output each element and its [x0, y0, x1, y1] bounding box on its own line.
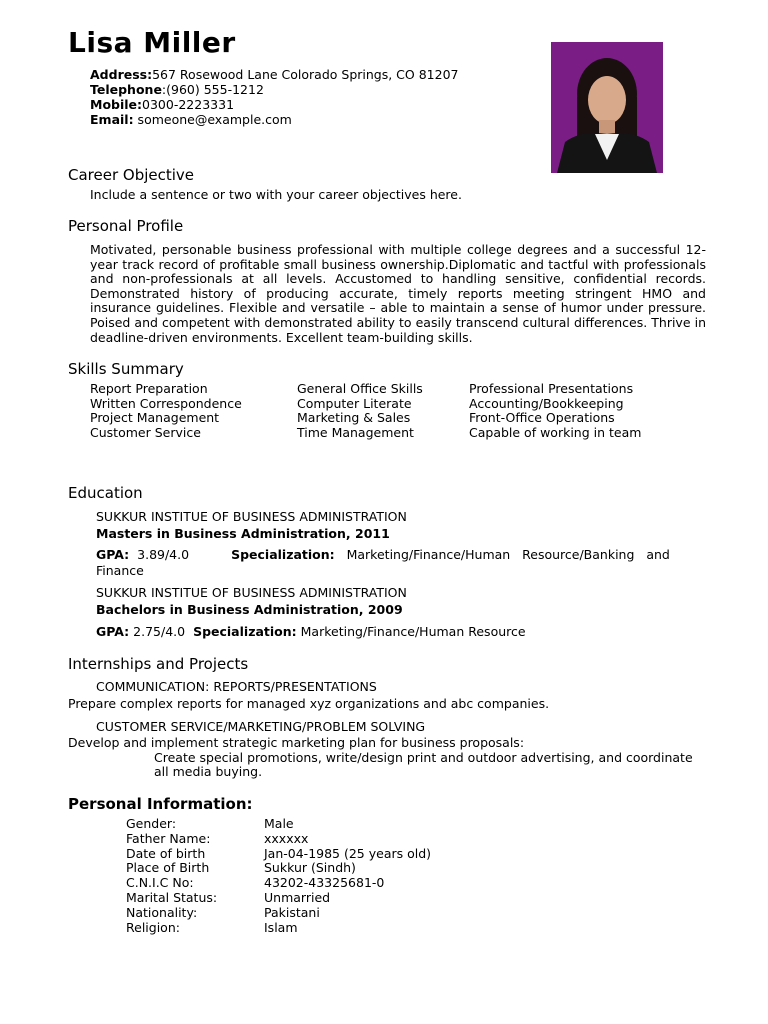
skill-item: Accounting/Bookkeeping [469, 395, 624, 411]
address-line: Address:567 Rosewood Lane Colorado Springs, CO 81207 [90, 67, 459, 82]
education-degree: Bachelors in Business Administration, 2009 [96, 602, 403, 617]
personal-info-label: Gender: [126, 816, 177, 831]
personal-info-row [126, 861, 431, 876]
education-gpa-line: GPA: 2.75/4.0 Specialization: Marketing/Finance/Human Resource [96, 624, 526, 639]
education-institute: SUKKUR INSTITUE OF BUSINESS ADMINISTRATION [96, 509, 407, 524]
education-gpa-line: GPA: 3.89/4.0 Specialization: Marketing/Finance/Human Resource/Banking and [96, 547, 670, 562]
skill-item: Capable of working in team [469, 424, 642, 440]
personal-info-row [126, 891, 431, 906]
skill-item: Computer Literate [297, 395, 412, 411]
personal-info-row [126, 906, 431, 921]
personal-information-table [126, 817, 431, 935]
education-heading: Education [68, 484, 143, 502]
personal-info-value: Islam [264, 919, 298, 935]
personal-info-value: Unmarried [264, 889, 331, 905]
skills-row [90, 411, 641, 426]
personal-info-value: Male [264, 816, 294, 831]
skill-item: Marketing & Sales [297, 410, 411, 426]
personal-info-row [126, 921, 431, 936]
personal-info-row [126, 876, 431, 891]
skill-item: Customer Service [90, 424, 201, 440]
career-objective-heading: Career Objective [68, 166, 195, 184]
personal-profile-text: Motivated, personable business professional with multiple college degrees and a successful 12-year track record of profitable small business ownership.Diplomatic and tactful with professionals and non-professionals at all levels. Accustomed to handling sensitive, confidential records. Demonstrated history of producing accurate, timely reports meeting stringent HMO and insurance guidelines. Flexible and versatile – able to maintain a sense of humor under pressure. Poised and competent with demonstrated ability to easily transcend cultural differences. Thrive in deadline-driven environments. Excellent team-building skills. [90, 242, 706, 345]
personal-info-value: Pakistani [264, 904, 320, 920]
education-spec-continued: Finance [96, 563, 144, 578]
contact-block [90, 67, 459, 127]
skills-table [90, 382, 641, 440]
personal-info-label: Place of Birth [126, 860, 210, 876]
personal-info-label: Date of birth [126, 845, 206, 861]
skills-summary-heading: Skills Summary [68, 360, 184, 378]
internship-description: Develop and implement strategic marketing plan for business proposals: [68, 735, 525, 750]
skills-row [90, 426, 641, 441]
personal-info-value: Sukkur (Sindh) [264, 860, 356, 876]
skill-item: Front-Office Operations [469, 410, 615, 426]
resume-name: Lisa Miller [68, 26, 236, 59]
skills-row [90, 382, 641, 397]
profile-photo [551, 42, 663, 173]
skills-row [90, 397, 641, 412]
personal-info-label: Marital Status: [126, 889, 218, 905]
skill-item: General Office Skills [297, 381, 423, 396]
personal-info-label: Father Name: [126, 830, 211, 846]
telephone-line: Telephone:(960) 555-1212 [90, 82, 264, 97]
internship-description: Prepare complex reports for managed xyz organizations and abc companies. [68, 696, 550, 711]
skill-item: Time Management [297, 424, 414, 440]
education-institute: SUKKUR INSTITUE OF BUSINESS ADMINISTRATION [96, 585, 407, 600]
mobile-line: Mobile:0300-2223331 [90, 97, 235, 112]
personal-info-row [126, 847, 431, 862]
internship-subitem: Create special promotions, write/design print and outdoor advertising, and coordinate [154, 750, 693, 765]
internship-title: CUSTOMER SERVICE/MARKETING/PROBLEM SOLVING [96, 719, 426, 734]
internship-title: COMMUNICATION: REPORTS/PRESENTATIONS [96, 679, 377, 694]
personal-info-label: Nationality: [126, 904, 198, 920]
internship-subitem: all media buying. [154, 764, 263, 779]
personal-info-row [126, 832, 431, 847]
personal-information-heading: Personal Information: [68, 795, 253, 813]
personal-info-row [126, 817, 431, 832]
career-objective-text: Include a sentence or two with your career objectives here. [90, 187, 462, 202]
personal-info-value: 43202-43325681-0 [264, 875, 385, 891]
email-line: Email: someone@example.com [90, 112, 292, 127]
skill-item: Report Preparation [90, 381, 208, 396]
internships-heading: Internships and Projects [68, 655, 249, 673]
skill-item: Project Management [90, 410, 220, 426]
personal-info-label: C.N.I.C No: [126, 875, 194, 891]
skill-item: Professional Presentations [469, 381, 634, 396]
personal-info-value: xxxxxx [264, 830, 309, 846]
personal-info-label: Religion: [126, 919, 180, 935]
education-degree: Masters in Business Administration, 2011 [96, 526, 390, 541]
personal-profile-heading: Personal Profile [68, 217, 184, 235]
skill-item: Written Correspondence [90, 395, 242, 411]
personal-info-value: Jan-04-1985 (25 years old) [264, 845, 432, 861]
